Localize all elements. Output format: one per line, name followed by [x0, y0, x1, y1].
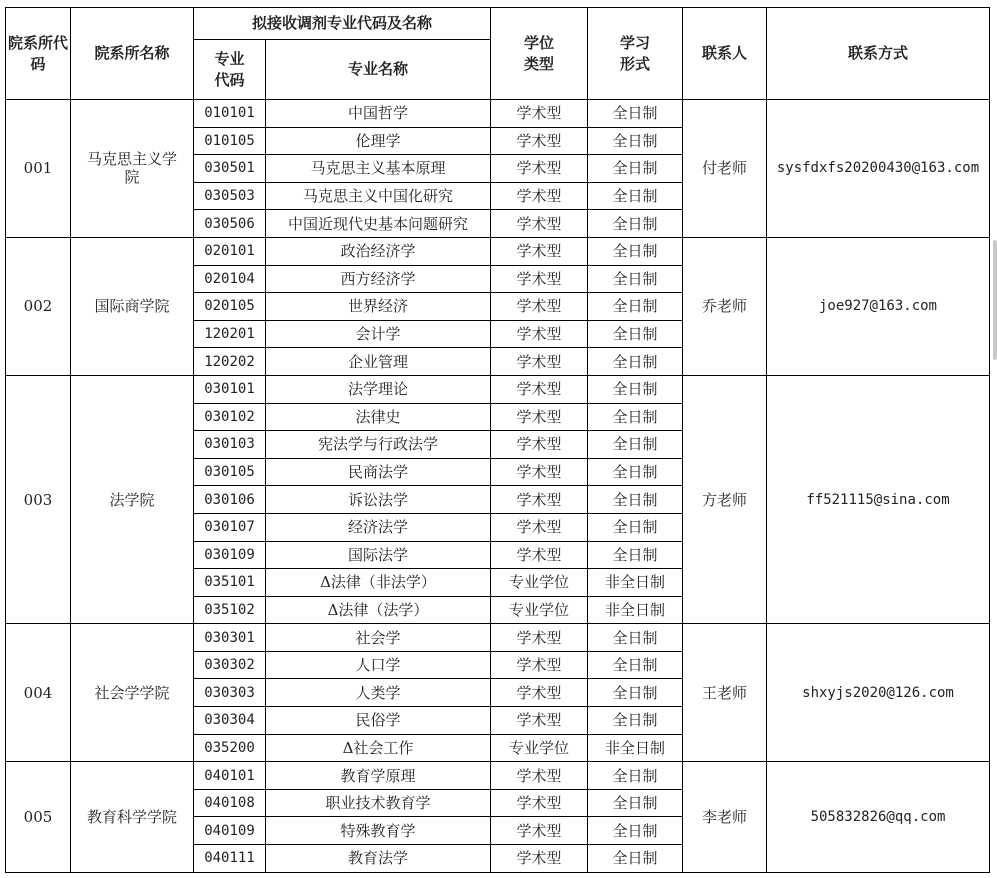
table-row [6, 624, 990, 652]
major-code-cell: 120201 [194, 320, 266, 348]
major-code-cell: 030103 [194, 431, 266, 459]
study-mode-cell: 全日制 [588, 762, 683, 790]
study-mode-cell: 全日制 [588, 513, 683, 541]
degree-type-cell: 学术型 [491, 155, 588, 183]
major-code-cell: 020101 [194, 237, 266, 265]
table-row [6, 100, 990, 128]
dept-name-cell: 社会学学院 [71, 624, 194, 762]
adjustment-majors-table [5, 7, 990, 873]
study-mode-cell: 全日制 [588, 375, 683, 403]
study-mode-cell: 全日制 [588, 817, 683, 845]
degree-type-cell: 专业学位 [491, 596, 588, 624]
major-name-cell: 特殊教育学 [266, 817, 491, 845]
header-contact-info: 联系方式 [767, 8, 990, 100]
major-name-cell: 教育学原理 [266, 762, 491, 790]
major-code-cell: 030105 [194, 458, 266, 486]
study-mode-cell: 全日制 [588, 100, 683, 128]
page-content [5, 7, 990, 873]
header-major-name: 专业名称 [266, 40, 491, 100]
study-mode-cell: 全日制 [588, 789, 683, 817]
major-name-cell: 人类学 [266, 679, 491, 707]
major-code-cell: 030301 [194, 624, 266, 652]
study-mode-cell: 全日制 [588, 679, 683, 707]
major-code-cell: 010105 [194, 127, 266, 155]
major-code-cell: 030106 [194, 486, 266, 514]
study-mode-cell: 全日制 [588, 348, 683, 376]
major-code-cell: 030501 [194, 155, 266, 183]
contact-email-cell: shxyjs2020@126.com [767, 624, 990, 762]
dept-name-cell: 法学院 [71, 375, 194, 623]
study-mode-cell: 非全日制 [588, 596, 683, 624]
major-code-cell: 035200 [194, 734, 266, 762]
major-name-cell: 马克思主义中国化研究 [266, 182, 491, 210]
degree-type-cell: 学术型 [491, 651, 588, 679]
degree-type-cell: 学术型 [491, 513, 588, 541]
contact-cell: 方老师 [683, 375, 767, 623]
degree-type-cell: 学术型 [491, 127, 588, 155]
major-code-cell: 030107 [194, 513, 266, 541]
degree-type-cell: 学术型 [491, 486, 588, 514]
degree-type-cell: 学术型 [491, 375, 588, 403]
major-code-cell: 040101 [194, 762, 266, 790]
study-mode-cell: 全日制 [588, 127, 683, 155]
major-name-cell: Δ社会工作 [266, 734, 491, 762]
major-code-cell: 035101 [194, 569, 266, 597]
study-mode-cell: 全日制 [588, 651, 683, 679]
degree-type-cell: 学术型 [491, 403, 588, 431]
major-name-cell: 社会学 [266, 624, 491, 652]
major-code-cell: 030101 [194, 375, 266, 403]
major-name-cell: 中国哲学 [266, 100, 491, 128]
header-degree-type: 学位类型 [491, 8, 588, 100]
major-code-cell: 030302 [194, 651, 266, 679]
major-code-cell: 040109 [194, 817, 266, 845]
dept-code-cell: 004 [6, 624, 71, 762]
major-name-cell: 政治经济学 [266, 237, 491, 265]
degree-type-cell: 专业学位 [491, 569, 588, 597]
degree-type-cell: 学术型 [491, 624, 588, 652]
major-name-cell: 民俗学 [266, 707, 491, 735]
degree-type-cell: 学术型 [491, 237, 588, 265]
study-mode-cell: 全日制 [588, 182, 683, 210]
degree-type-cell: 学术型 [491, 320, 588, 348]
study-mode-cell: 全日制 [588, 237, 683, 265]
major-code-cell: 030503 [194, 182, 266, 210]
major-name-cell: 法律史 [266, 403, 491, 431]
major-name-cell: Δ法律（法学） [266, 596, 491, 624]
study-mode-cell: 全日制 [588, 707, 683, 735]
study-mode-cell: 全日制 [588, 845, 683, 873]
study-mode-cell: 非全日制 [588, 734, 683, 762]
major-name-cell: 国际法学 [266, 541, 491, 569]
degree-type-cell: 学术型 [491, 348, 588, 376]
contact-cell: 李老师 [683, 762, 767, 872]
table-row [6, 375, 990, 403]
table-row [6, 237, 990, 265]
degree-type-cell: 学术型 [491, 100, 588, 128]
study-mode-cell: 全日制 [588, 320, 683, 348]
dept-name-cell: 国际商学院 [71, 237, 194, 375]
major-code-cell: 010101 [194, 100, 266, 128]
study-mode-cell: 全日制 [588, 431, 683, 459]
major-code-cell: 040111 [194, 845, 266, 873]
degree-type-cell: 专业学位 [491, 734, 588, 762]
dept-code-cell: 003 [6, 375, 71, 623]
degree-type-cell: 学术型 [491, 762, 588, 790]
study-mode-cell: 全日制 [588, 486, 683, 514]
contact-cell: 王老师 [683, 624, 767, 762]
major-code-cell: 040108 [194, 789, 266, 817]
major-name-cell: 法学理论 [266, 375, 491, 403]
degree-type-cell: 学术型 [491, 293, 588, 321]
study-mode-cell: 非全日制 [588, 569, 683, 597]
scrollbar[interactable] [993, 240, 997, 360]
header-dept-code: 院系所代码 [6, 8, 71, 100]
contact-email-cell: sysfdxfs20200430@163.com [767, 100, 990, 238]
major-name-cell: 马克思主义基本原理 [266, 155, 491, 183]
study-mode-cell: 全日制 [588, 458, 683, 486]
degree-type-cell: 学术型 [491, 431, 588, 459]
dept-code-cell: 001 [6, 100, 71, 238]
table-header [6, 8, 990, 100]
degree-type-cell: 学术型 [491, 458, 588, 486]
contact-email-cell: ff521115@sina.com [767, 375, 990, 623]
dept-code-cell: 002 [6, 237, 71, 375]
degree-type-cell: 学术型 [491, 817, 588, 845]
major-name-cell: 伦理学 [266, 127, 491, 155]
major-name-cell: 民商法学 [266, 458, 491, 486]
degree-type-cell: 学术型 [491, 789, 588, 817]
major-name-cell: 职业技术教育学 [266, 789, 491, 817]
major-name-cell: 人口学 [266, 651, 491, 679]
study-mode-cell: 全日制 [588, 155, 683, 183]
degree-type-cell: 学术型 [491, 182, 588, 210]
degree-type-cell: 学术型 [491, 707, 588, 735]
major-name-cell: 企业管理 [266, 348, 491, 376]
major-name-cell: 经济法学 [266, 513, 491, 541]
dept-code-cell: 005 [6, 762, 71, 872]
study-mode-cell: 全日制 [588, 541, 683, 569]
major-code-cell: 030506 [194, 210, 266, 238]
major-code-cell: 035102 [194, 596, 266, 624]
contact-email-cell: joe927@163.com [767, 237, 990, 375]
contact-email-cell: 505832826@qq.com [767, 762, 990, 872]
header-major-code: 专业代码 [194, 40, 266, 100]
table-row [6, 762, 990, 790]
degree-type-cell: 学术型 [491, 541, 588, 569]
major-code-cell: 030102 [194, 403, 266, 431]
dept-name-cell: 马克思主义学院 [71, 100, 194, 238]
degree-type-cell: 学术型 [491, 210, 588, 238]
major-code-cell: 030303 [194, 679, 266, 707]
study-mode-cell: 全日制 [588, 210, 683, 238]
study-mode-cell: 全日制 [588, 624, 683, 652]
header-major-group: 拟接收调剂专业代码及名称 [194, 8, 491, 40]
major-name-cell: 世界经济 [266, 293, 491, 321]
major-code-cell: 020105 [194, 293, 266, 321]
major-name-cell: 中国近现代史基本问题研究 [266, 210, 491, 238]
major-code-cell: 030109 [194, 541, 266, 569]
study-mode-cell: 全日制 [588, 403, 683, 431]
major-name-cell: 宪法学与行政法学 [266, 431, 491, 459]
major-name-cell: 诉讼法学 [266, 486, 491, 514]
header-contact: 联系人 [683, 8, 767, 100]
study-mode-cell: 全日制 [588, 293, 683, 321]
header-dept-name: 院系所名称 [71, 8, 194, 100]
major-code-cell: 030304 [194, 707, 266, 735]
contact-cell: 付老师 [683, 100, 767, 238]
header-study-mode: 学习形式 [588, 8, 683, 100]
degree-type-cell: 学术型 [491, 845, 588, 873]
major-name-cell: 西方经济学 [266, 265, 491, 293]
major-name-cell: 会计学 [266, 320, 491, 348]
table-body [6, 100, 990, 873]
major-name-cell: Δ法律（非法学） [266, 569, 491, 597]
degree-type-cell: 学术型 [491, 679, 588, 707]
major-name-cell: 教育法学 [266, 845, 491, 873]
major-code-cell: 120202 [194, 348, 266, 376]
degree-type-cell: 学术型 [491, 265, 588, 293]
contact-cell: 乔老师 [683, 237, 767, 375]
study-mode-cell: 全日制 [588, 265, 683, 293]
major-code-cell: 020104 [194, 265, 266, 293]
dept-name-cell: 教育科学学院 [71, 762, 194, 872]
